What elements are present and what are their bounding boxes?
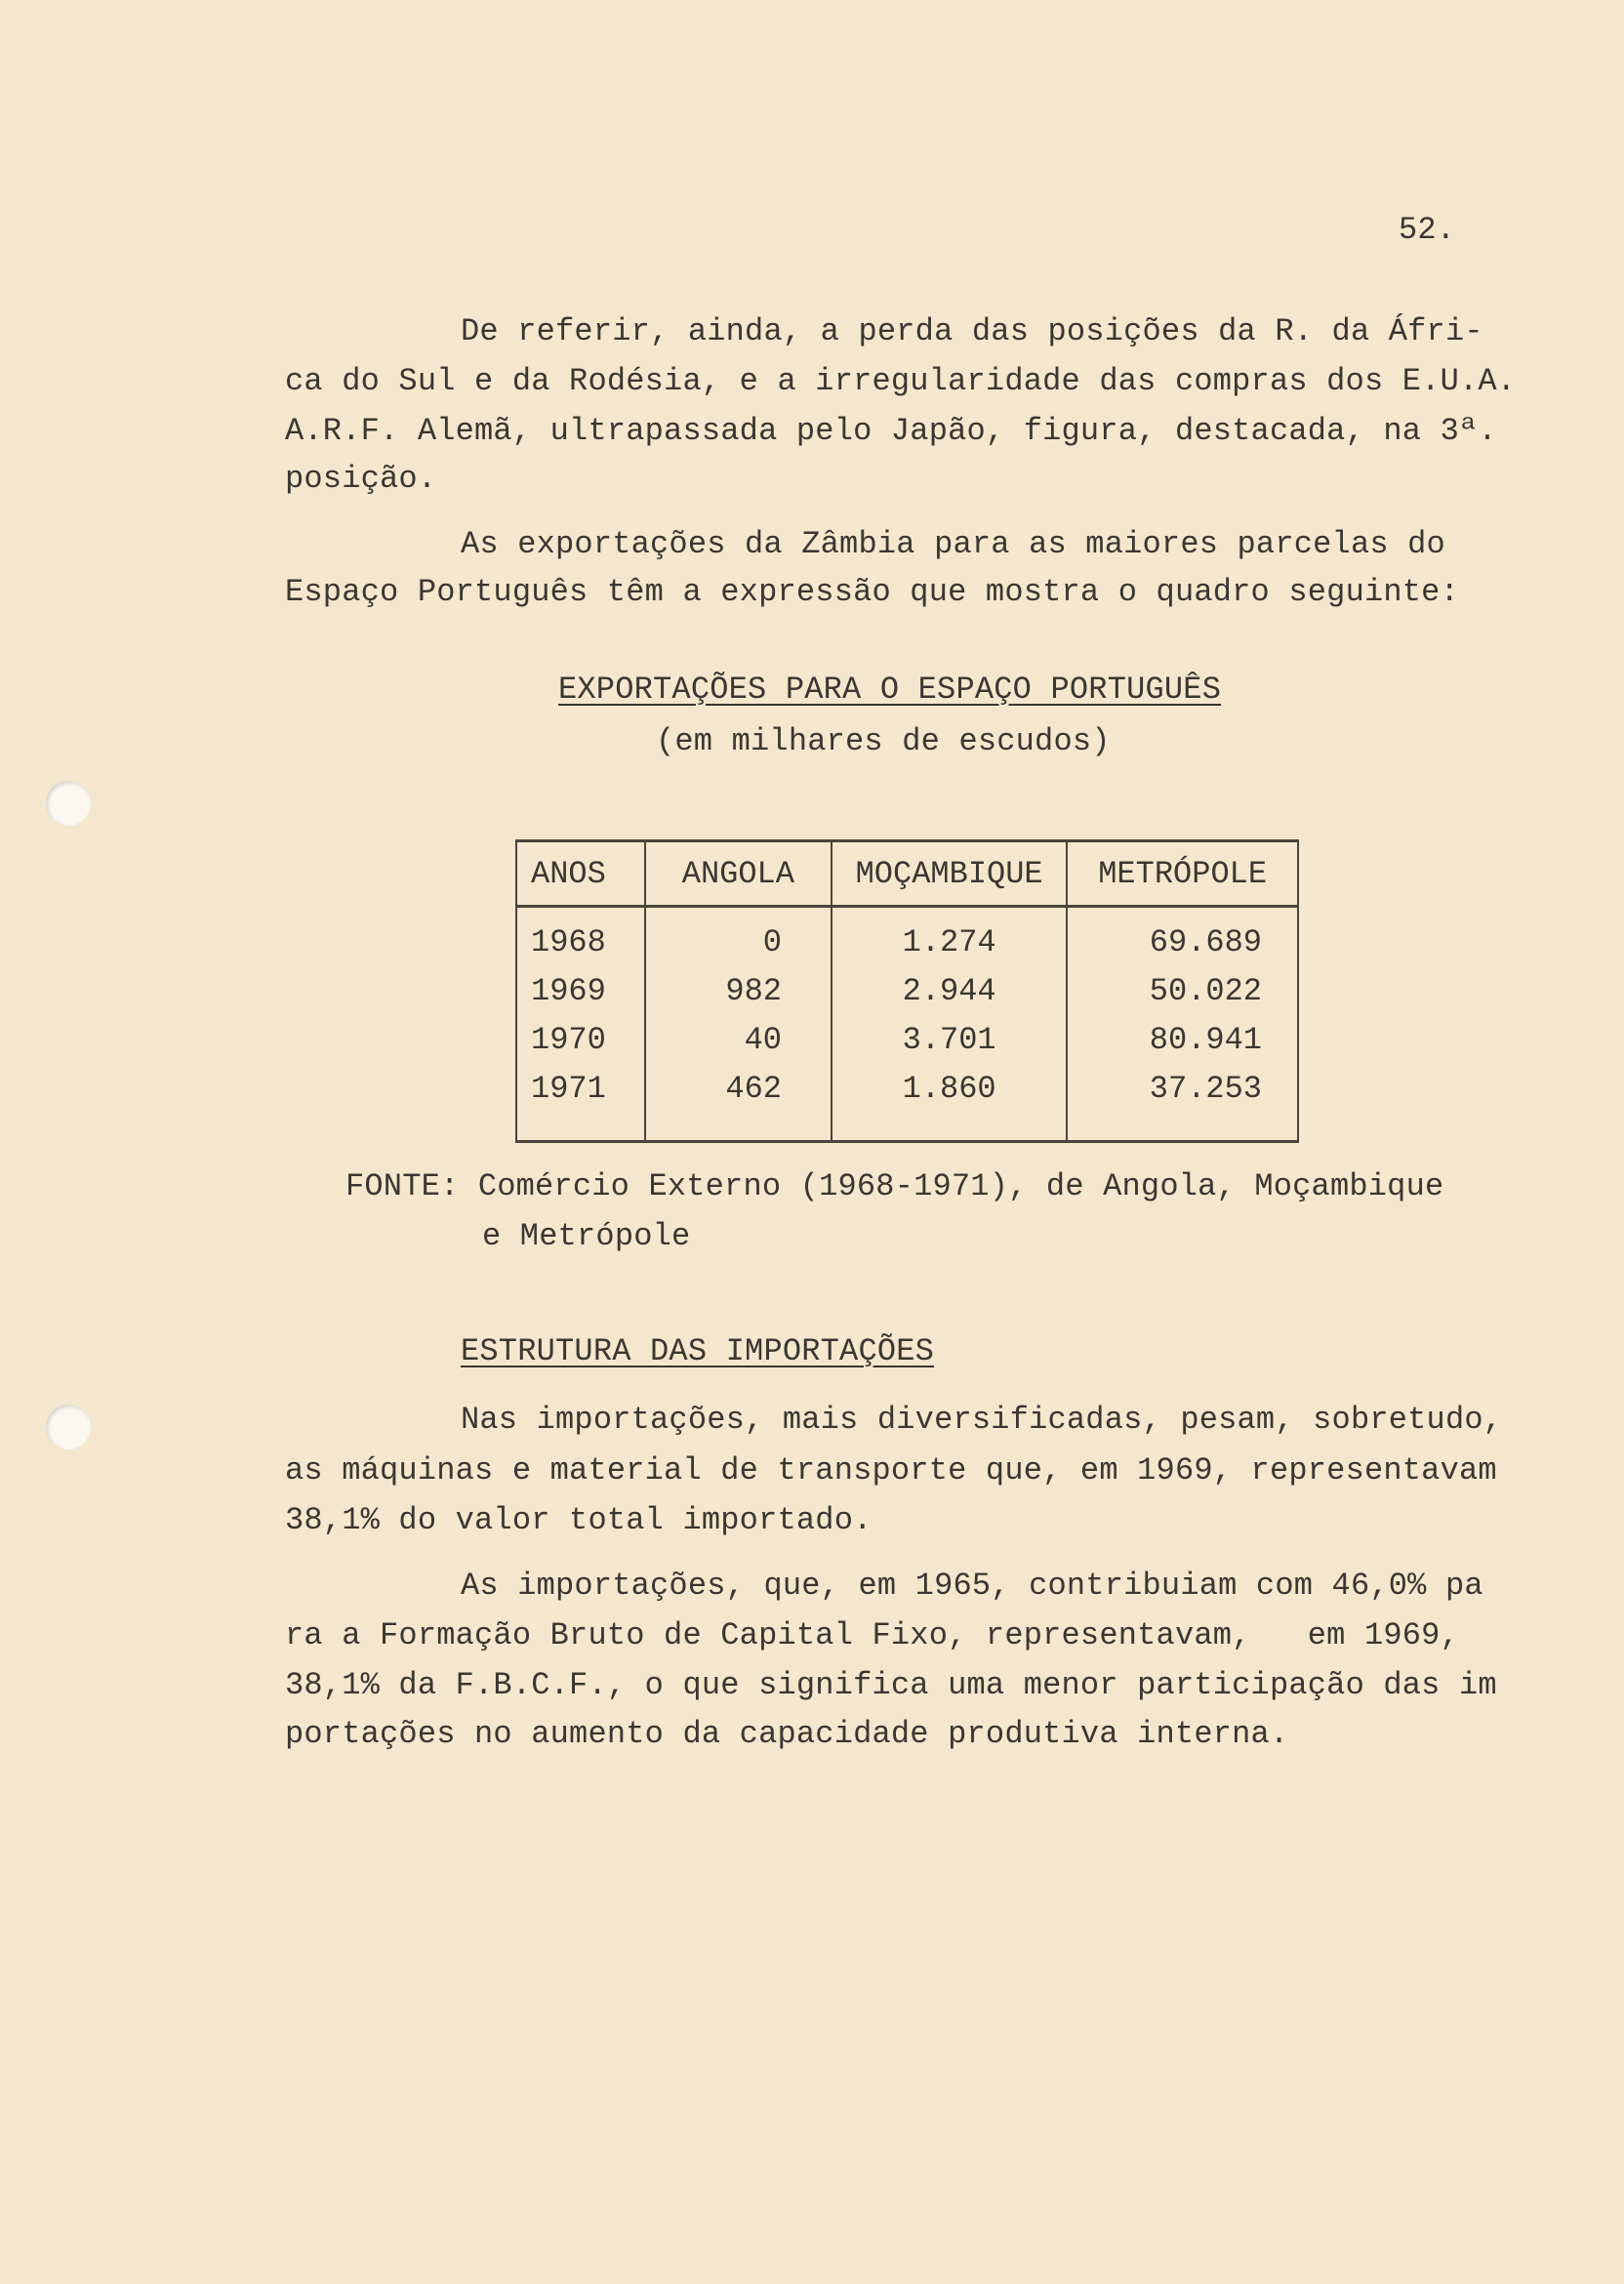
punch-hole: [46, 1405, 91, 1449]
paragraph-line: Espaço Português têm a expressão que mostra o quadro seguinte:: [285, 574, 1459, 610]
table-header-row: [516, 841, 1298, 907]
paragraph-line: portações no aumento da capacidade produtiva interna.: [285, 1716, 1289, 1752]
punch-hole: [46, 781, 91, 826]
cell-year: 1970: [516, 1015, 645, 1064]
column-header: MOÇAMBIQUE: [832, 841, 1067, 907]
cell-year: 1968: [516, 907, 645, 967]
page-number: 52.: [1399, 212, 1456, 248]
exports-table: [515, 839, 1299, 1143]
paragraph-line: A.R.F. Alemã, ultrapassada pelo Japão, figura, destacada, na 3ª.: [285, 413, 1497, 449]
table-row: [516, 907, 1298, 967]
table-row: [516, 966, 1298, 1015]
paragraph-line: ra a Formação Bruto de Capital Fixo, representavam, em 1969,: [285, 1617, 1459, 1653]
cell-angola: 0: [645, 907, 832, 967]
section-heading: ESTRUTURA DAS IMPORTAÇÕES: [461, 1333, 935, 1369]
cell-mocambique: 1.274: [832, 907, 1067, 967]
source-line: FONTE: Comércio Externo (1968-1971), de Angola, Moçambique: [345, 1168, 1444, 1204]
cell-year: 1969: [516, 966, 645, 1015]
paragraph-line: As importações, que, em 1965, contribuiam com 46,0% pa: [461, 1568, 1483, 1604]
paragraph-line: as máquinas e material de transporte que, em 1969, representavam: [285, 1452, 1497, 1489]
column-header: ANOS: [516, 841, 645, 907]
paragraph-line: 38,1% do valor total importado.: [285, 1502, 873, 1538]
cell-mocambique: 2.944: [832, 966, 1067, 1015]
cell-angola: 462: [645, 1064, 832, 1142]
cell-mocambique: 1.860: [832, 1064, 1067, 1142]
table-subtitle: (em milhares de escudos): [656, 723, 1111, 759]
cell-angola: 40: [645, 1015, 832, 1064]
cell-metropole: 80.941: [1067, 1015, 1298, 1064]
paragraph-line: As exportações da Zâmbia para as maiores parcelas do: [461, 526, 1445, 562]
cell-metropole: 69.689: [1067, 907, 1298, 967]
table-row: [516, 1015, 1298, 1064]
cell-metropole: 37.253: [1067, 1064, 1298, 1142]
column-header: ANGOLA: [645, 841, 832, 907]
paragraph-line: ca do Sul e da Rodésia, e a irregularidade das compras dos E.U.A.: [285, 363, 1517, 399]
source-line: e Metrópole: [482, 1218, 691, 1254]
cell-angola: 982: [645, 966, 832, 1015]
paragraph-line: 38,1% da F.B.C.F., o que significa uma menor participação das im: [285, 1667, 1497, 1703]
table-title: EXPORTAÇÕES PARA O ESPAÇO PORTUGUÊS: [558, 672, 1222, 708]
table-row: [516, 1064, 1298, 1142]
paragraph-line: De referir, ainda, a perda das posições da R. da Áfri-: [461, 313, 1483, 349]
paragraph-line: posição.: [285, 461, 437, 497]
cell-year: 1971: [516, 1064, 645, 1142]
cell-metropole: 50.022: [1067, 966, 1298, 1015]
paragraph-line: Nas importações, mais diversificadas, pesam, sobretudo,: [461, 1402, 1503, 1438]
cell-mocambique: 3.701: [832, 1015, 1067, 1064]
column-header: METRÓPOLE: [1067, 841, 1298, 907]
